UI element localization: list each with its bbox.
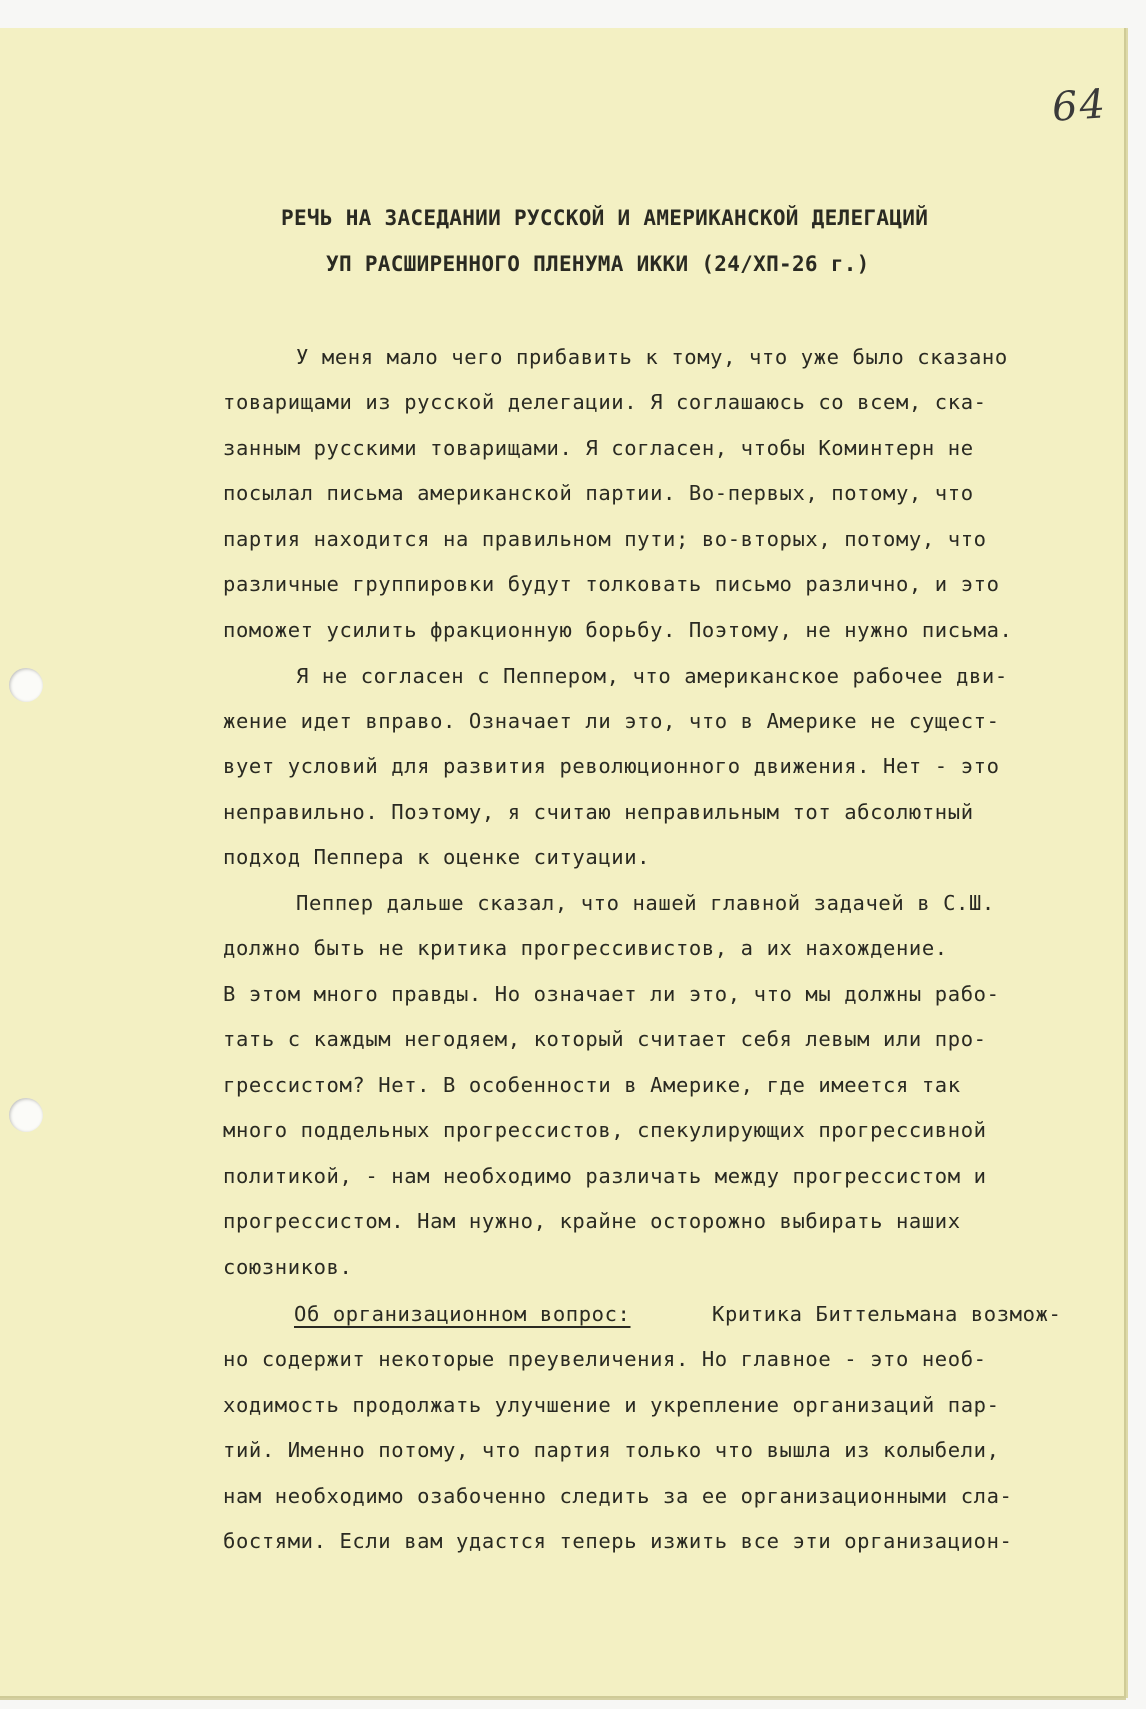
body-line: товарищами из русской делегации. Я соглашаюсь со всем, ска- xyxy=(223,390,987,414)
body-line: В этом много правды. Но означает ли это, что мы должны рабо- xyxy=(223,982,1000,1006)
section-line: но содержит некоторые преувеличения. Но главное - это необ- xyxy=(223,1347,987,1371)
body-line: посылал письма американской партии. Во-первых, потому, что xyxy=(223,481,974,505)
body-line: различные группировки будут толковать письмо различно, и это xyxy=(223,572,1000,596)
body-line: политикой, - нам необходимо различать между прогрессистом и xyxy=(223,1164,987,1188)
section-label: Об организационном вопрос: xyxy=(294,1302,631,1326)
body-line: подход Пеппера к оценке ситуации. xyxy=(223,845,651,869)
section-line: ходимость продолжать улучшение и укрепление организаций пар- xyxy=(223,1393,1000,1417)
body-line: поможет усилить фракционную борьбу. Поэтому, не нужно письма. xyxy=(223,618,1013,642)
body-line: жение идет вправо. Означает ли это, что в Америке не сущест- xyxy=(223,709,1000,733)
handwritten-page-number: 64 xyxy=(1050,81,1109,131)
punch-hole-upper xyxy=(9,668,43,702)
body-line: неправильно. Поэтому, я считаю неправильным тот абсолютный xyxy=(223,800,974,824)
body-line: тать с каждым негодяем, который считает себя левым или про- xyxy=(223,1027,987,1051)
typewritten-page xyxy=(0,28,1126,1698)
section-line: нам необходимо озабоченно следить за ее организационными сла- xyxy=(223,1484,1013,1508)
body-line: грессистом? Нет. В особенности в Америке, где имеется так xyxy=(223,1073,961,1097)
heading-line-1: РЕЧЬ НА ЗАСЕДАНИИ РУССКОЙ И АМЕРИКАНСКОЙ ДЕЛЕГАЦИЙ xyxy=(281,206,929,230)
body-line: союзников. xyxy=(223,1255,353,1279)
body-line: вует условий для развития революционного движения. Нет - это xyxy=(223,754,1000,778)
punch-hole-lower xyxy=(9,1098,43,1132)
body-line: партия находится на правильном пути; во-вторых, потому, что xyxy=(223,527,987,551)
body-line: занным русскими товарищами. Я согласен, чтобы Коминтерн не xyxy=(223,436,974,460)
body-line: много поддельных прогрессистов, спекулирующих прогрессивной xyxy=(223,1118,987,1142)
body-line: Я не согласен с Пеппером, что американское рабочее дви- xyxy=(296,664,1008,688)
body-line: прогрессистом. Нам нужно, крайне осторожно выбирать наших xyxy=(223,1209,961,1233)
body-line: У меня мало чего прибавить к тому, что уже было сказано xyxy=(296,345,1008,369)
heading-line-2: УП РАСШИРЕННОГО ПЛЕНУМА ИККИ (24/ХП-26 г.) xyxy=(326,252,870,276)
body-line: должно быть не критика прогрессивистов, а их нахождение. xyxy=(223,936,948,960)
section-line: Критика Биттельмана возмож- xyxy=(712,1302,1062,1326)
body-line: Пеппер дальше сказал, что нашей главной задачей в С.Ш. xyxy=(296,891,995,915)
section-line: тий. Именно потому, что партия только что вышла из колыбели, xyxy=(223,1438,1000,1462)
section-line: бостями. Если вам удастся теперь изжить все эти организацион- xyxy=(223,1529,1013,1553)
